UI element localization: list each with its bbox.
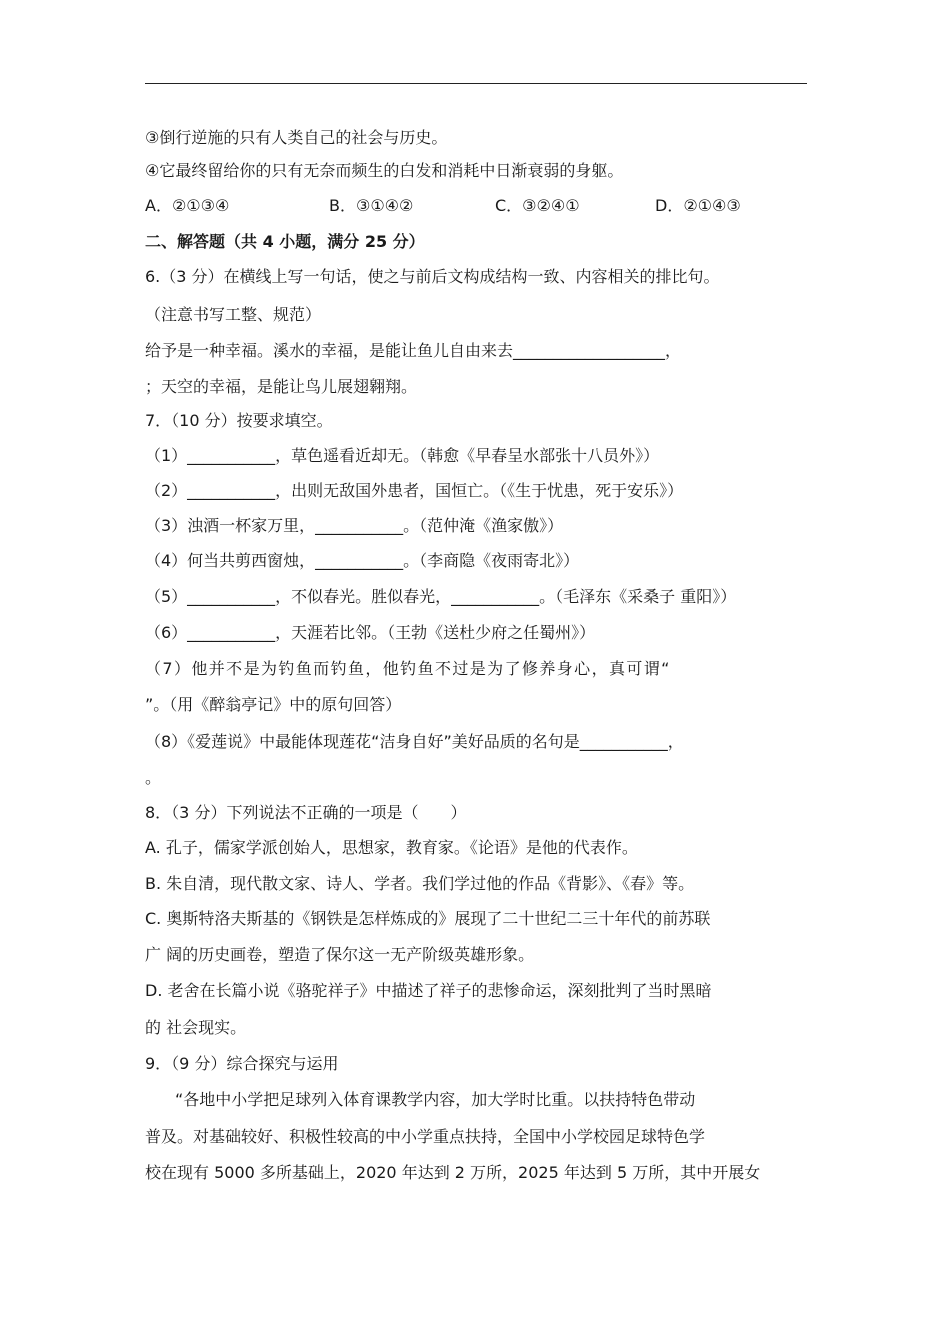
option-b: B．③①④② xyxy=(329,196,414,215)
q7-item-2: （2）___________，出则无敌国外患者，国恒亡。（《生于忧患，死于安乐》） xyxy=(145,481,684,500)
q8-option-d-cont: 的 社会现实。 xyxy=(145,1018,247,1037)
q7-item-4: （4）何当共剪西窗烛，___________。（李商隐《夜雨寄北》） xyxy=(145,551,580,570)
q8-option-a: A. 孔子，儒家学派创始人，思想家，教育家。《论语》是他的代表作。 xyxy=(145,838,638,857)
q7-item-7-cont: ”。（用《醉翁亭记》中的原句回答） xyxy=(145,695,402,714)
q7-item-8-cont: 。 xyxy=(145,768,162,787)
statement-3: ③倒行逆施的只有人类自己的社会与历史。 xyxy=(145,128,448,147)
question-8: 8．（3 分）下列说法不正确的一项是（ ） xyxy=(145,803,467,822)
q7-item-8: （8）《爱莲说》中最能体现莲花“洁身自好”美好品质的名句是___________， xyxy=(145,732,684,751)
option-c: C．③②④① xyxy=(495,196,580,215)
header-rule xyxy=(145,83,807,84)
question-6-note: （注意书写工整、规范） xyxy=(145,305,322,324)
q8-option-c-cont: 广 阔的历史画卷，塑造了保尔这一无产阶级英雄形象。 xyxy=(145,945,535,964)
q9-passage-1: “各地中小学把足球列入体育课教学内容，加大学时比重。以扶持特色带动 xyxy=(175,1090,696,1109)
q8-option-b: B. 朱自清，现代散文家、诗人、学者。我们学过他的作品《背影》、《春》等。 xyxy=(145,874,695,893)
q7-item-3: （3）浊酒一杯家万里，___________。（范仲淹《渔家傲》） xyxy=(145,516,564,535)
question-6-line-1: 给予是一种幸福。溪水的幸福，是能让鱼儿自由来去___________________， xyxy=(145,341,682,360)
question-7: 7．（10 分）按要求填空。 xyxy=(145,411,333,430)
option-a: A．②①③④ xyxy=(145,196,230,215)
question-9: 9．（9 分）综合探究与运用 xyxy=(145,1054,339,1073)
q9-passage-3: 校在现有 5000 多所基础上，2020 年达到 2 万所，2025 年达到 5 万所，其中开展女 xyxy=(145,1163,761,1182)
question-6: 6.（3 分）在横线上写一句话，使之与前后文构成结构一致、内容相关的排比句。 xyxy=(145,267,720,286)
question-6-line-2: ；天空的幸福，是能让鸟儿展翅翱翔。 xyxy=(145,377,418,396)
q8-option-d: D. 老舍在长篇小说《骆驼祥子》中描述了祥子的悲惨命运，深刻批判了当时黑暗 xyxy=(145,981,712,1000)
q7-item-6: （6）___________，天涯若比邻。（王勃《送杜少府之任蜀州》） xyxy=(145,623,596,642)
q8-option-c: C. 奥斯特洛夫斯基的《钢铁是怎样炼成的》展现了二十世纪二三十年代的前苏联 xyxy=(145,909,711,928)
q7-item-7: （7）他并不是为钓鱼而钓鱼，他钓鱼不过是为了修养身心，真可谓“ xyxy=(145,659,671,678)
q7-item-5: （5）___________，不似春光。胜似春光，___________。（毛泽东《采桑子 重阳》） xyxy=(145,587,737,606)
option-d: D．②①④③ xyxy=(655,196,741,215)
q7-item-1: （1）___________，草色遥看近却无。（韩愈《早春呈水部张十八员外》） xyxy=(145,446,660,465)
statement-4: ④它最终留给你的只有无奈而频生的白发和消耗中日渐衰弱的身躯。 xyxy=(145,161,624,180)
q9-passage-2: 普及。对基础较好、积极性较高的中小学重点扶持，全国中小学校园足球特色学 xyxy=(145,1127,706,1146)
section-heading: 二、解答题（共 4 小题，满分 25 分） xyxy=(145,232,425,251)
